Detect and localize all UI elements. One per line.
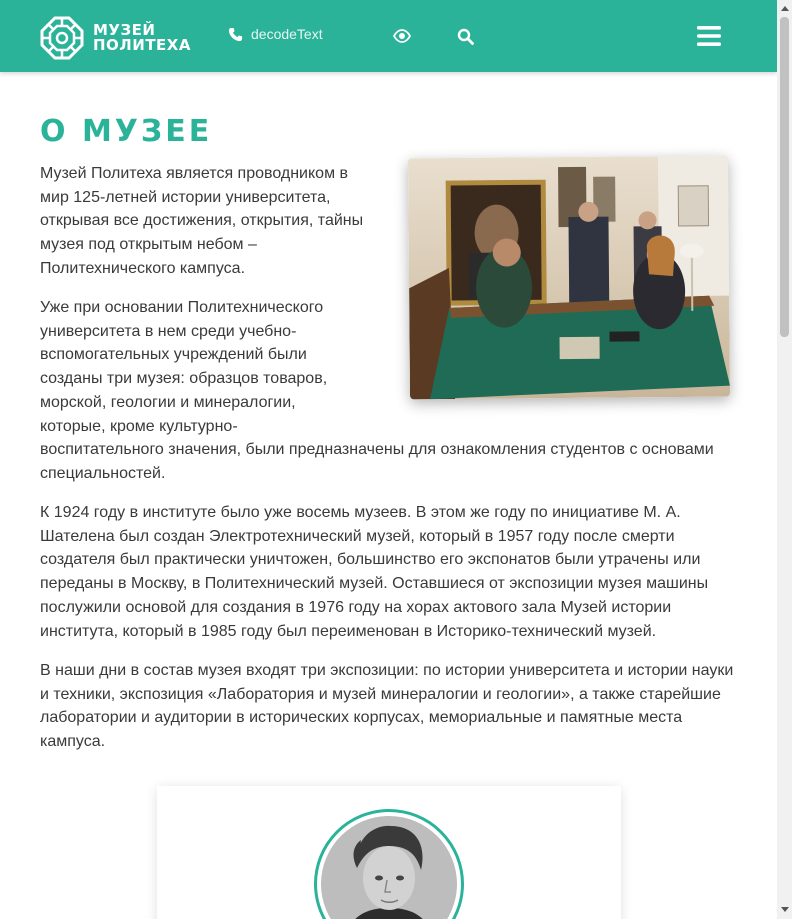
scroll-down-arrow-icon[interactable]: [781, 907, 789, 912]
paragraph-history-text: Уже при основании Политехнического университета в нем среди учебно-вспомогательных учреждений были созданы три музея: образцов товаров, морской, геологии и минералогии, которые, кроме культурно-воспитательного значения, были предназначены для ознакомления студентов с основами специальностей.: [40, 299, 714, 482]
eye-icon[interactable]: [393, 29, 411, 43]
page-title: О МУЗЕЕ: [40, 114, 213, 149]
vertical-scrollbar[interactable]: [777, 0, 792, 919]
paragraph-1924: К 1924 году в институте было уже восемь музеев. В этом же году по инициативе М. А. Шателена был создан Электротехнический музей, который в 1957 году после смерти создателя был практически уничтожен, большинство его экспонатов были утрачены или переданы в Москву, в Политехнический музей. Оставшиеся от экспозиции музея машины послужили основой для создания в 1976 году на хорах актового зала Музей истории института, который в 1985 году был переименован в Историко-технический музей.: [40, 504, 709, 640]
phone-link[interactable]: [228, 26, 323, 42]
logo[interactable]: [40, 16, 191, 60]
avatar: [314, 809, 464, 919]
paragraph-today: В наши дни в состав музея входят три экспозиции: по истории университета и истории науки и техники, экспозиция «Лаборатория и музей минералогии и геологии», а также старейшие лаборатории и аудитории в исторических корпусах, мемориальные и памятные места кампуса.: [40, 662, 734, 751]
phone-text: decodeText: [251, 26, 323, 42]
person-card: [157, 786, 621, 919]
image-float-spacer: [340, 296, 740, 436]
paragraph-history: [40, 296, 740, 486]
logo-text: [93, 23, 191, 53]
search-icon[interactable]: [457, 28, 474, 45]
logo-line-2: ПОЛИТЕХА: [93, 36, 191, 54]
menu-icon[interactable]: [697, 25, 721, 47]
logo-line-1: МУЗЕЙ: [93, 21, 156, 39]
paragraph-intro: Музей Политеха является проводником в мир 125-летней истории университета, открывая все достижения, открытия, тайны музея под открытым небом – Политехнического кампуса.: [40, 165, 364, 277]
scroll-thumb[interactable]: [780, 17, 789, 337]
site-header: [0, 0, 777, 72]
phone-icon: [228, 27, 243, 42]
portrait-photo: [321, 816, 457, 919]
octagon-logo-icon: [40, 16, 84, 60]
scroll-up-arrow-icon[interactable]: [781, 6, 789, 11]
